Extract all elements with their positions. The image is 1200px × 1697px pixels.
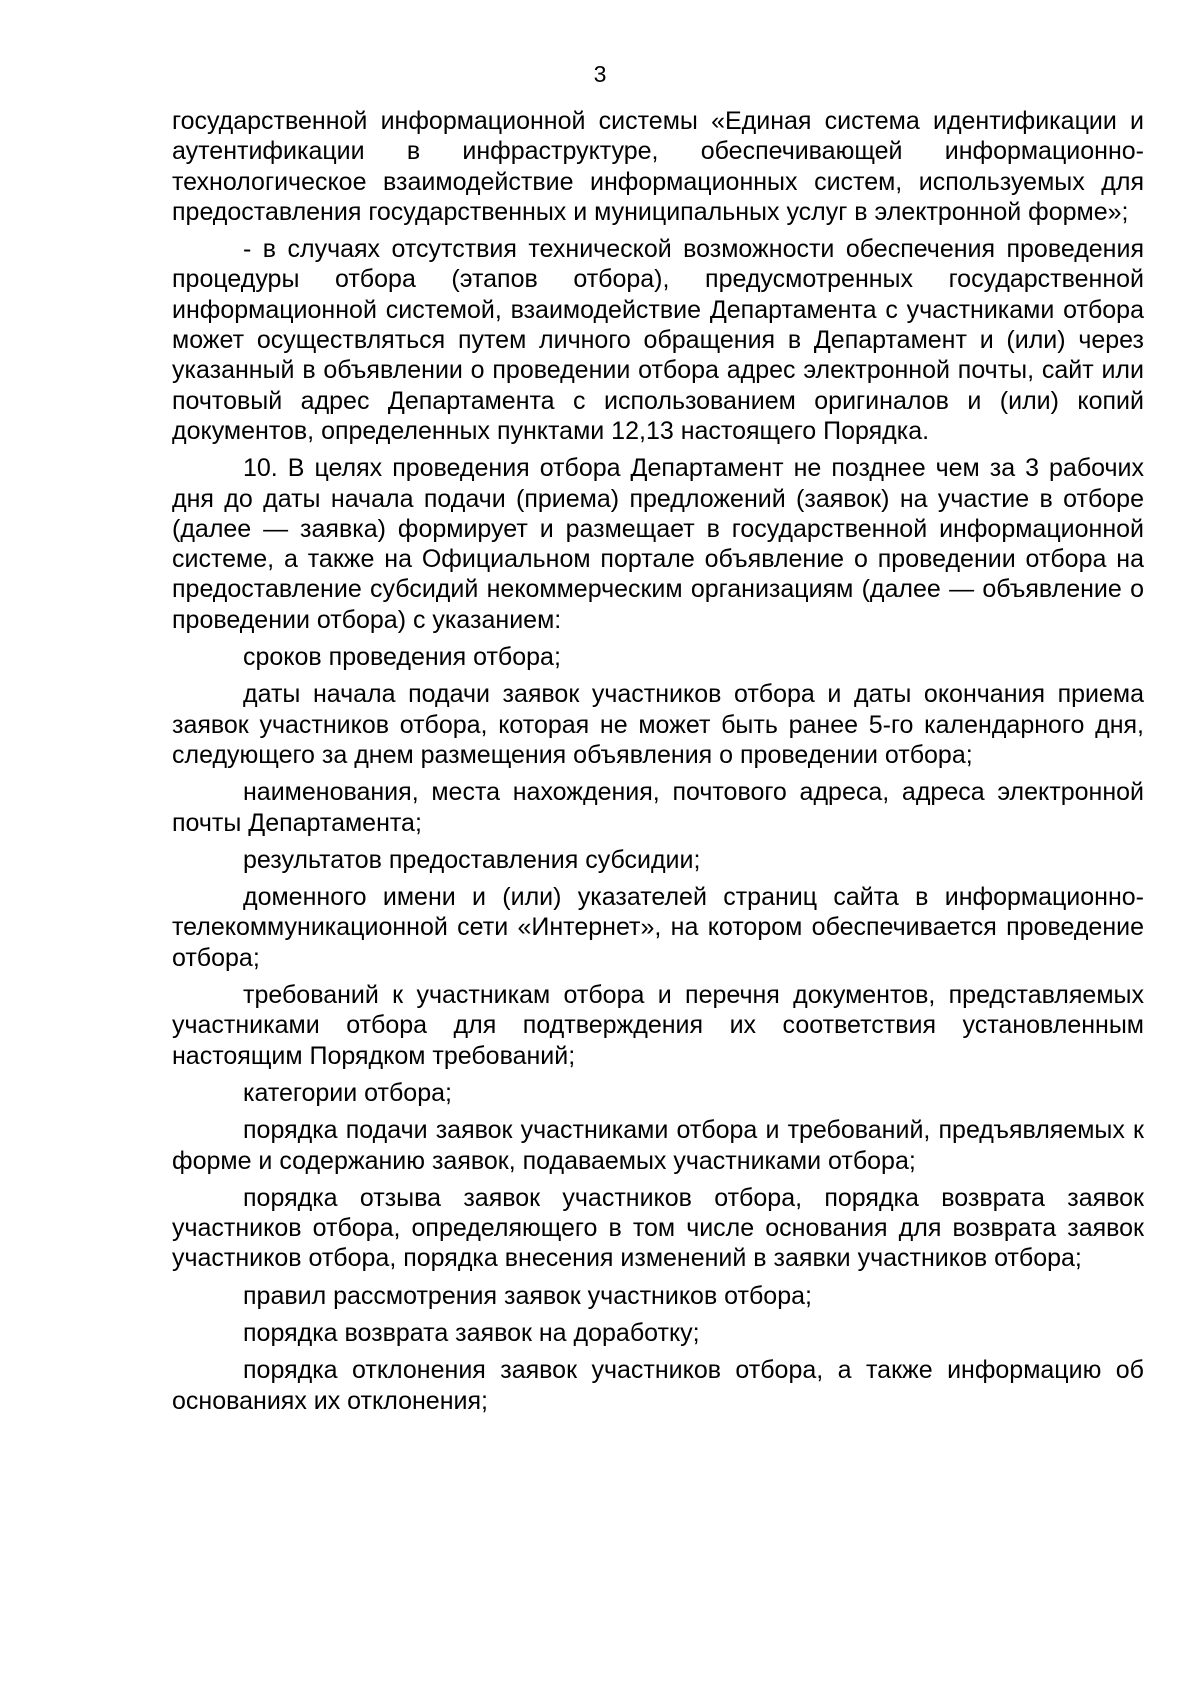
- paragraph-no-technical-possibility: - в случаях отсутствия технической возможности обеспечения проведения процедуры отбора (этапов отбора), предусмотренных государственной информационной системой, взаимодействие Департамента с участниками отбора может осуществляться путем личного обращения в Департамент и (или) через указанный в объявлении о проведении отбора адрес электронной почты, сайт или почтовый адрес Департамента с использованием оригиналов и (или) копий документов, определенных пунктами 12,13 настоящего Порядка.: [172, 235, 1144, 445]
- paragraph-10-announcement: 10. В целях проведения отбора Департамент не позднее чем за 3 рабочих дня до даты начала подачи (приема) предложений (заявок) на участие в отборе (далее — заявка) формирует и размещает в государственной информационной системе, а также на Официальном портале объявление о проведении отбора на предоставление субсидий некоммерческим организациям (далее — объявление о проведении отбора) с указанием:: [172, 454, 1144, 634]
- page-number: 3: [593, 61, 607, 87]
- list-item-submission-procedure: порядка подачи заявок участниками отбора и требований, предъявляемых к форме и содержанию заявок, подаваемых участниками отбора;: [172, 1116, 1144, 1175]
- list-item-review-rules: правил рассмотрения заявок участников отбора;: [243, 1281, 812, 1310]
- list-item-application-dates: даты начала подачи заявок участников отбора и даты окончания приема заявок участников отбора, которая не может быть ранее 5-го календарного дня, следующего за днем размещения объявления о проведении отбора;: [172, 680, 1144, 769]
- list-item-participant-requirements: требований к участникам отбора и перечня документов, представляемых участниками отбора для подтверждения их соответствия установленным настоящим Порядком требований;: [172, 981, 1144, 1070]
- list-item-subsidy-results: результатов предоставления субсидии;: [243, 845, 701, 874]
- list-item-return-for-revision: порядка возврата заявок на доработку;: [243, 1318, 700, 1347]
- list-item-selection-terms: сроков проведения отбора;: [243, 643, 561, 672]
- list-item-department-contacts: наименования, места нахождения, почтового адреса, адреса электронной почты Департамента;: [172, 778, 1144, 837]
- list-item-selection-categories: категории отбора;: [243, 1078, 452, 1107]
- list-item-rejection-procedure: порядка отклонения заявок участников отбора, а также информацию об основаниях их отклонения;: [172, 1356, 1144, 1415]
- document-body: [172, 106, 1144, 1423]
- paragraph-esia-continuation: государственной информационной системы «Единая система идентификации и аутентификации в инфраструктуре, обеспечивающей информационно-технологическое взаимодействие информационных систем, используемых для предоставления государственных и муниципальных услуг в электронной форме»;: [172, 107, 1144, 226]
- list-item-domain-name: доменного имени и (или) указателей страниц сайта в информационно-телекоммуникационной сети «Интернет», на котором обеспечивается проведение отбора;: [172, 883, 1144, 972]
- list-item-withdrawal-procedure: порядка отзыва заявок участников отбора, порядка возврата заявок участников отбора, определяющего в том числе основания для возврата заявок участников отбора, порядка внесения изменений в заявки участников отбора;: [172, 1183, 1144, 1273]
